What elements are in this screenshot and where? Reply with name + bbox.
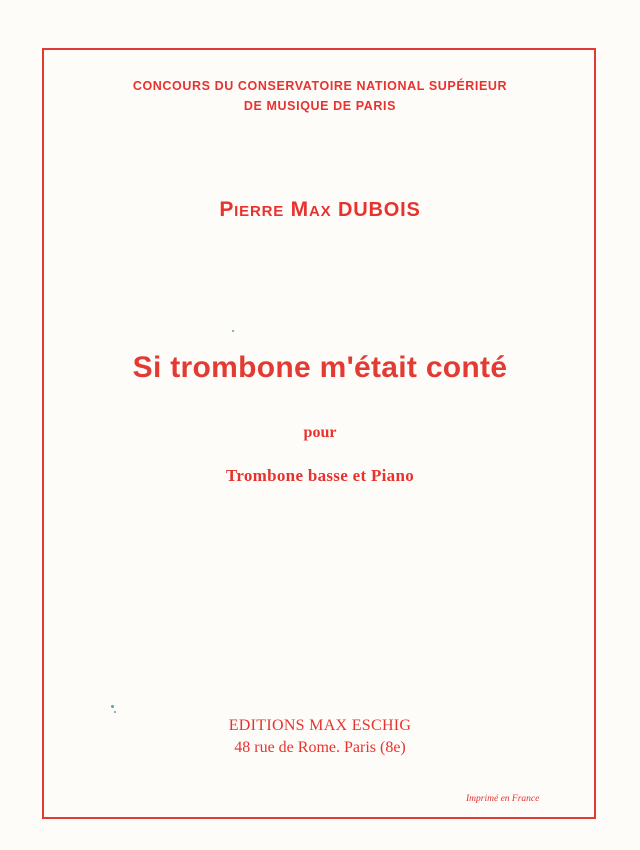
composer-first-names: Pierre Max bbox=[219, 198, 339, 221]
composer-name bbox=[0, 198, 640, 222]
publisher-name: EDITIONS MAX ESCHIG bbox=[228, 717, 412, 734]
ink-speck bbox=[232, 330, 234, 332]
instrumentation: Trombone basse et Piano bbox=[225, 466, 415, 485]
pour-label: pour bbox=[303, 424, 337, 441]
composer-surname: DUBOIS bbox=[338, 199, 421, 221]
competition-header-line2: DE MUSIQUE DE PARIS bbox=[243, 99, 397, 113]
printed-in-france-note: Imprimé en France bbox=[466, 794, 540, 804]
work-title: Si trombone m'était conté bbox=[132, 351, 508, 384]
competition-header-line1: CONCOURS DU CONSERVATOIRE NATIONAL SUPÉRIEUR bbox=[132, 79, 508, 93]
publisher-address: 48 rue de Rome. Paris (8e) bbox=[234, 739, 406, 756]
ink-speck bbox=[114, 711, 116, 713]
ink-speck bbox=[111, 705, 114, 708]
